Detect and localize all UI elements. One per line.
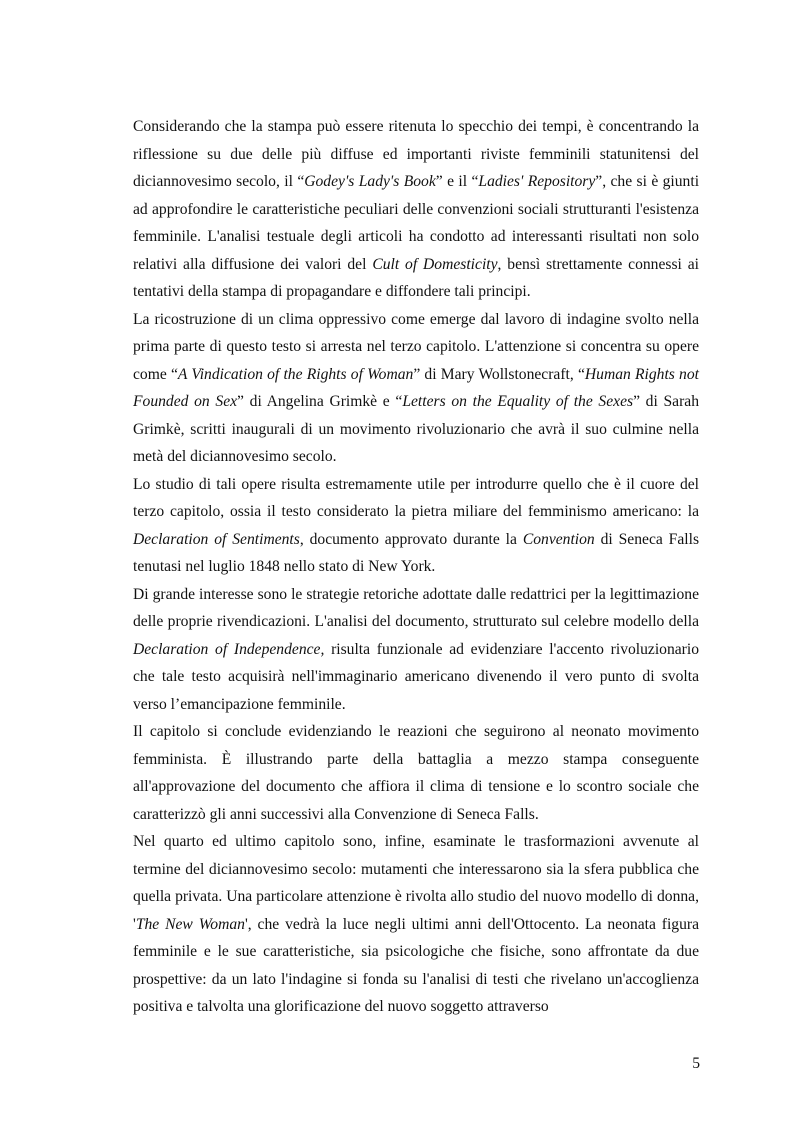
text-run: ” di Sarah Grimkè, scritti inaugurali di un movimento rivoluzionario che avrà il suo culmine nella metà del diciannovesimo secolo. [133,393,699,465]
italic-text-run: Human Rights not Founded on Sex [133,365,699,410]
text-run: Lo studio di tali opere risulta estremamente utile per introdurre quello che è il cuore del terzo capitolo, ossia il testo considerato la pietra miliare del femminismo americano: la [133,475,699,520]
text-run: ” e il “ [435,173,479,190]
italic-text-run: Declaration of Independence, [133,640,325,658]
italic-text-run: A Vindication of the Rights of Woman [177,365,414,383]
text-run: La ricostruzione di un clima oppressivo come emerge dal lavoro di indagine svolto nella prima parte di questo testo si arresta nel terzo capitolo. L'attenzione si concentra su opere come “ [133,310,699,383]
text-run: Il capitolo si conclude evidenziando le reazioni che seguirono al neonato movimento femminista. È illustrando parte della battaglia a mezzo stampa conseguente all'approvazione del documento che affiora il clima di tensione e lo scontro sociale che caratterizzò gli anni successivi alla Convenzione di Seneca Falls. [133,723,699,823]
paragraph [133,828,699,1021]
italic-text-run: Godey's Lady's Book [304,173,436,190]
text-run: di Seneca Falls tenutasi nel luglio 1848 nello stato di New York. [133,530,700,575]
paragraph [133,113,699,306]
paragraph [133,306,699,471]
text-run: ”, che si è giunti ad approfondire le caratteristiche peculiari delle convenzioni sociali strutturanti l'esistenza femminile. L'analisi testuale degli articoli ha condotto ad interessanti risultati non solo relativi alla diffusione dei valori del [133,173,700,273]
text-run: risulta funzionale ad evidenziare l'accento rivoluzionario che tale testo acquisirà nell'immaginario americano divenendo il vero punto di svolta verso l’emancipazione femminile. [133,640,700,713]
italic-text-run: Ladies' Repository [478,173,596,190]
paragraph [133,718,699,828]
italic-text-run: Convention [522,530,595,548]
italic-text-run: Cult of Domesticity [372,255,498,273]
text-run: Di grande interesse sono le strategie retoriche adottate dalle redattrici per la legittimazione delle proprie rivendicazioni. L'analisi del documento, strutturato sul celebre modello della [133,585,699,630]
italic-text-run: The New Woman [135,915,245,933]
body-text [133,113,699,1021]
paragraph [133,581,699,719]
text-run: , documento approvato durante la [299,530,523,548]
page-number: 5 [692,1055,700,1072]
text-run: ', che vedrà la luce negli ultimi anni dell'Ottocento. La neonata figura femminile e le sue caratteristiche, sia psicologiche che fisiche, sono affrontate da due prospettive: da un lato l'indagine si fonda su l'analisi di testi che rivelano un'accoglienza positiva e talvolta una glorificazione del nuovo soggetto attraverso [133,915,700,1015]
italic-text-run: Letters on the Equality of the Sexes [402,393,634,410]
text-run: Considerando che la stampa può essere ritenuta lo specchio dei tempi, è concentrando la riflessione su due delle più diffuse ed importanti riviste femminili statunitensi del diciannovesimo secolo, il “ [133,118,699,190]
text-run: , bensì strettamente connessi ai tentativi della stampa di propagandare e diffondere tali principi. [133,255,699,300]
text-run: ” di Angelina Grimkè e “ [237,393,403,410]
text-run: Nel quarto ed ultimo capitolo sono, infine, esaminate le trasformazioni avvenute al termine del diciannovesimo secolo: mutamenti che interessarono sia la sfera pubblica che quella privata. Una particolare attenzione è rivolta allo studio del nuovo modello di donna, ' [133,833,699,933]
italic-text-run: Declaration of Sentiments [133,530,300,548]
paragraph [133,471,699,581]
text-run: ” di Mary Wollstonecraft, “ [413,365,585,383]
